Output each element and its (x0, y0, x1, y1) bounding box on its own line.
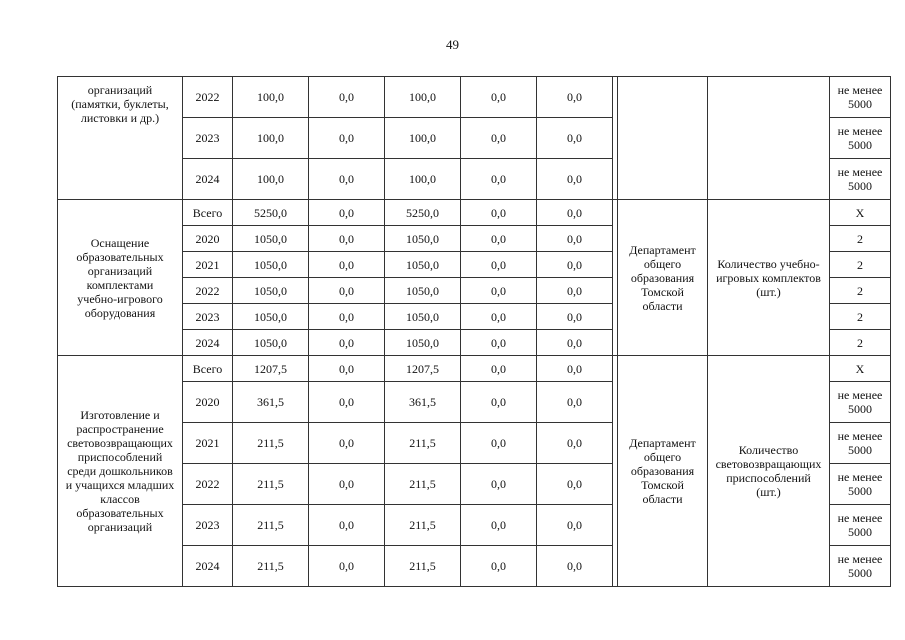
value-cell: 211,5 (233, 546, 309, 587)
target-cell (830, 356, 891, 382)
task-text: организаций (памятки, буклеты, листовки и др.) (71, 83, 169, 125)
value-cell: 0,0 (309, 356, 385, 382)
year-cell: 2023 (183, 304, 233, 330)
target-cell (830, 382, 891, 423)
value-cell: 211,5 (385, 464, 461, 505)
value-cell: 0,0 (309, 505, 385, 546)
value-cell: 0,0 (461, 464, 537, 505)
value-cell: 0,0 (537, 200, 613, 226)
value-cell: 0,0 (461, 546, 537, 587)
year-cell: 2020 (183, 226, 233, 252)
value-cell: 0,0 (309, 200, 385, 226)
value-cell: 211,5 (233, 505, 309, 546)
target-text: не менее 5000 (837, 388, 883, 416)
target-text: не менее 5000 (837, 552, 883, 580)
value-cell: 0,0 (537, 304, 613, 330)
value-cell: 0,0 (309, 423, 385, 464)
target-cell (830, 77, 891, 118)
value-cell: 5250,0 (385, 200, 461, 226)
value-cell: 1050,0 (385, 304, 461, 330)
value-cell: 0,0 (461, 77, 537, 118)
target-cell (830, 252, 891, 278)
target-cell (830, 464, 891, 505)
year-cell: 2021 (183, 252, 233, 278)
value-cell: 0,0 (461, 159, 537, 200)
year-cell: Всего (183, 200, 233, 226)
target-cell (830, 118, 891, 159)
target-cell (830, 304, 891, 330)
value-cell: 1050,0 (233, 278, 309, 304)
target-text: не менее 5000 (837, 511, 883, 539)
indicator-cell (708, 200, 830, 356)
target-cell (830, 546, 891, 587)
value-cell: 1050,0 (385, 330, 461, 356)
program-table (57, 76, 891, 587)
value-cell: 0,0 (537, 77, 613, 118)
year-cell: 2022 (183, 77, 233, 118)
value-cell: 0,0 (309, 546, 385, 587)
value-cell: 1050,0 (233, 252, 309, 278)
value-cell: 211,5 (385, 505, 461, 546)
value-cell: 0,0 (537, 278, 613, 304)
value-cell: 0,0 (309, 252, 385, 278)
indicator-cell (708, 356, 830, 587)
year-cell: 2024 (183, 330, 233, 356)
year-cell: 2024 (183, 159, 233, 200)
value-cell: 0,0 (309, 77, 385, 118)
target-text: 2 (857, 309, 863, 324)
indicator-text: Количество учебно- игровых комплектов (шт.) (716, 256, 821, 299)
target-cell (830, 505, 891, 546)
value-cell: 361,5 (233, 382, 309, 423)
value-cell: 211,5 (233, 464, 309, 505)
value-cell: 211,5 (385, 546, 461, 587)
page-number: 49 (446, 37, 459, 52)
value-cell: 0,0 (537, 226, 613, 252)
indicator-cell (708, 77, 830, 200)
value-cell: 100,0 (233, 77, 309, 118)
value-cell: 0,0 (309, 278, 385, 304)
value-cell: 211,5 (233, 423, 309, 464)
value-cell: 1050,0 (385, 278, 461, 304)
executor-text: Департамент общего образования Томской области (629, 242, 696, 313)
value-cell: 100,0 (385, 118, 461, 159)
year-cell: 2022 (183, 464, 233, 505)
target-text: не менее 5000 (837, 429, 883, 457)
year-cell: 2021 (183, 423, 233, 464)
table-row (58, 77, 891, 118)
value-cell: 1050,0 (233, 330, 309, 356)
value-cell: 0,0 (461, 200, 537, 226)
value-cell: 1050,0 (233, 304, 309, 330)
value-cell: 0,0 (537, 252, 613, 278)
value-cell: 0,0 (309, 304, 385, 330)
value-cell: 0,0 (461, 252, 537, 278)
target-text: не менее 5000 (837, 165, 883, 193)
target-cell (830, 423, 891, 464)
value-cell: 0,0 (309, 226, 385, 252)
table-row (58, 200, 891, 226)
task-text: Оснащение образовательных организаций комплектами учебно-игрового оборудования (76, 235, 164, 320)
target-cell (830, 330, 891, 356)
table-row (58, 356, 891, 382)
target-text: X (855, 361, 865, 376)
task-description (58, 356, 183, 587)
year-cell: 2020 (183, 382, 233, 423)
value-cell: 0,0 (537, 356, 613, 382)
value-cell: 0,0 (537, 423, 613, 464)
value-cell: 0,0 (537, 118, 613, 159)
year-cell: 2024 (183, 546, 233, 587)
value-cell: 0,0 (461, 423, 537, 464)
value-cell: 0,0 (309, 382, 385, 423)
value-cell: 361,5 (385, 382, 461, 423)
target-text: 2 (857, 257, 863, 272)
value-cell: 0,0 (461, 304, 537, 330)
indicator-text: Количество световозвращающих приспособлений (шт.) (715, 443, 822, 499)
value-cell: 100,0 (233, 118, 309, 159)
year-cell: Всего (183, 356, 233, 382)
value-cell: 0,0 (461, 118, 537, 159)
executor-cell (618, 200, 708, 356)
target-cell (830, 226, 891, 252)
target-text: не менее 5000 (837, 124, 883, 152)
executor-text: Департамент общего образования Томской области (629, 436, 696, 506)
target-text: не менее 5000 (837, 470, 883, 498)
value-cell: 0,0 (461, 226, 537, 252)
year-cell: 2023 (183, 118, 233, 159)
value-cell: 0,0 (537, 546, 613, 587)
value-cell: 0,0 (537, 159, 613, 200)
target-text: 2 (857, 231, 863, 246)
executor-cell (618, 77, 708, 200)
target-text: 2 (857, 283, 863, 298)
value-cell: 0,0 (537, 382, 613, 423)
value-cell: 0,0 (309, 464, 385, 505)
value-cell: 100,0 (385, 77, 461, 118)
value-cell: 211,5 (385, 423, 461, 464)
target-cell (830, 159, 891, 200)
value-cell: 1050,0 (385, 252, 461, 278)
value-cell: 0,0 (461, 356, 537, 382)
value-cell: 0,0 (309, 330, 385, 356)
value-cell: 100,0 (385, 159, 461, 200)
value-cell: 0,0 (461, 382, 537, 423)
value-cell: 1050,0 (385, 226, 461, 252)
value-cell: 0,0 (309, 159, 385, 200)
target-text: 2 (857, 335, 863, 350)
task-description (58, 77, 183, 200)
value-cell: 5250,0 (233, 200, 309, 226)
value-cell: 100,0 (233, 159, 309, 200)
task-description (58, 200, 183, 356)
target-cell (830, 278, 891, 304)
task-text: Изготовление и распространение световозвращающих приспособлений среди дошкольников и учащихся младших классов образовательных организаций (65, 408, 175, 534)
value-cell: 1207,5 (233, 356, 309, 382)
value-cell: 0,0 (309, 118, 385, 159)
value-cell: 1207,5 (385, 356, 461, 382)
target-cell (830, 200, 891, 226)
value-cell: 0,0 (537, 464, 613, 505)
value-cell: 0,0 (537, 330, 613, 356)
executor-cell (618, 356, 708, 587)
value-cell: 1050,0 (233, 226, 309, 252)
value-cell: 0,0 (461, 330, 537, 356)
value-cell: 0,0 (461, 505, 537, 546)
value-cell: 0,0 (461, 278, 537, 304)
value-cell: 0,0 (537, 505, 613, 546)
target-text: не менее 5000 (837, 83, 883, 111)
year-cell: 2022 (183, 278, 233, 304)
year-cell: 2023 (183, 505, 233, 546)
target-text: X (855, 205, 865, 220)
